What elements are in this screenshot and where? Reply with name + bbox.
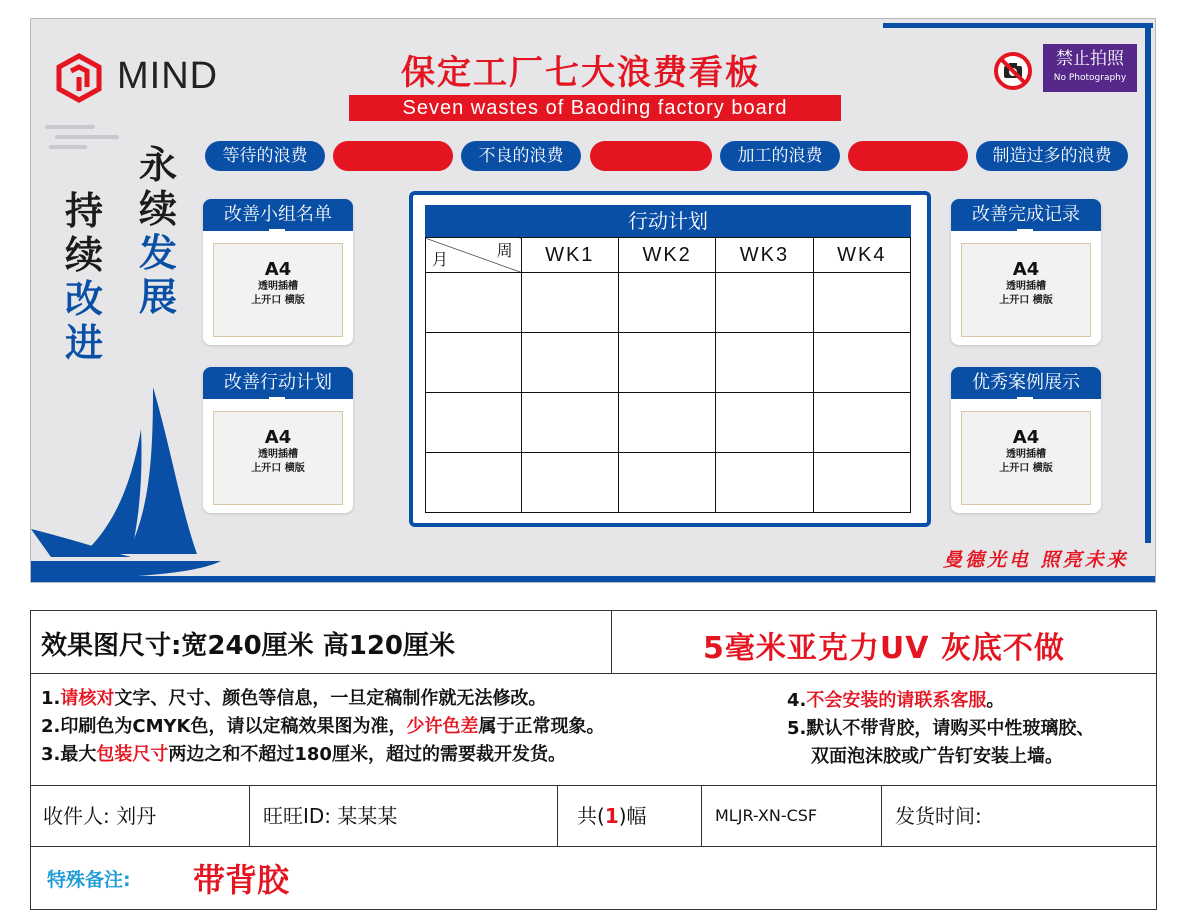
corner-week-label: 周 — [496, 243, 515, 260]
board-title-en: Seven wastes of Baoding factory board — [349, 95, 841, 121]
week-header: WK4 — [813, 238, 910, 273]
card-team-list — [203, 199, 353, 345]
slogan-char: 续 — [64, 232, 103, 277]
table-cell — [813, 273, 910, 333]
card-header: 改善完成记录 — [951, 199, 1101, 231]
note-1 — [41, 685, 604, 713]
remark-label: 特殊备注: — [47, 869, 131, 891]
divider — [557, 786, 558, 846]
card-header: 优秀案例展示 — [951, 367, 1101, 399]
a4-sub1: 透明插槽 — [258, 281, 298, 292]
material-text: 5毫米亚克力UV 灰底不做 — [703, 631, 1065, 666]
note-highlight: 不会安装的请联系客服 — [806, 690, 987, 711]
slogan-char: 展 — [138, 274, 177, 319]
board-frame-right — [1145, 23, 1151, 543]
no-photography-label — [1043, 44, 1137, 92]
no-photo-cn: 禁止拍照 — [1056, 49, 1124, 69]
table-cell — [618, 333, 715, 393]
wangwang-id: 旺旺ID: 某某某 — [263, 804, 398, 828]
action-plan-table — [425, 237, 911, 513]
corner-month-label: 月 — [432, 252, 451, 269]
sailboat-decoration — [31, 379, 231, 583]
table-row — [426, 333, 911, 393]
waste-pill-overproduction: 制造过多的浪费 — [976, 141, 1128, 171]
card-excellent-cases — [951, 367, 1101, 513]
notes-left — [41, 685, 604, 769]
week-header: WK3 — [716, 238, 813, 273]
a4-slot — [961, 411, 1091, 505]
table-cell — [716, 453, 813, 513]
table-cell — [426, 333, 522, 393]
table-cell — [813, 393, 910, 453]
waste-pill-transport: 搬运的浪费 — [333, 141, 453, 171]
slogan-char: 进 — [64, 320, 103, 365]
note-text: 。 — [986, 690, 1005, 711]
board-frame-top — [883, 23, 1153, 28]
note-text: 2.印刷色为CMYK色，请以定稿效果图为准， — [41, 716, 407, 737]
a4-sub2: 上开口 横版 — [251, 295, 305, 306]
size-text: 效果图尺寸:宽240厘米 高120厘米 — [41, 631, 455, 661]
table-row — [426, 273, 911, 333]
no-camera-icon — [993, 51, 1033, 91]
board-artwork — [30, 18, 1156, 583]
count-number: 1 — [604, 804, 619, 828]
table-cell — [716, 273, 813, 333]
cloud-decoration — [45, 123, 125, 153]
table-cell — [716, 333, 813, 393]
note-5-cont: 双面泡沫胶或广告钉安装上墙。 — [811, 746, 1063, 767]
table-cell — [618, 393, 715, 453]
note-4 — [787, 687, 1094, 715]
slogan-char: 改 — [64, 276, 103, 321]
table-cell — [716, 393, 813, 453]
a4-slot — [213, 411, 343, 505]
slot-notch — [269, 397, 285, 407]
no-photo-en: No Photography — [1053, 73, 1127, 83]
table-cell — [426, 453, 522, 513]
action-plan-title: 行动计划 — [425, 205, 911, 237]
a4-sub2: 上开口 横版 — [999, 295, 1053, 306]
table-cell — [521, 333, 618, 393]
week-header: WK2 — [618, 238, 715, 273]
waste-pill-inventory: 库存的浪费 — [848, 141, 968, 171]
shipping-info-row — [31, 785, 1156, 847]
table-row — [426, 453, 911, 513]
table-cell — [521, 273, 618, 333]
a4-sub1: 透明插槽 — [1006, 281, 1046, 292]
waste-pill-defect: 不良的浪费 — [461, 141, 581, 171]
note-text: 两边之和不超过180厘米，超过的需要裁开发货。 — [168, 744, 566, 765]
note-5: 5.默认不带背胶，请购买中性玻璃胶、 — [787, 718, 1095, 739]
board-title-cn: 保定工厂七大浪费看板 — [401, 53, 761, 93]
note-highlight: 少许色差 — [406, 716, 479, 737]
a4-sub1: 透明插槽 — [258, 449, 298, 460]
a4-sub1: 透明插槽 — [1006, 449, 1046, 460]
a4-label: A4 — [1012, 427, 1040, 448]
divider — [611, 611, 612, 673]
notes-right — [787, 687, 1094, 771]
ship-time: 发货时间: — [895, 804, 982, 828]
a4-sub2: 上开口 横版 — [251, 463, 305, 474]
note-text: 文字、尺寸、颜色等信息，一旦定稿制作就无法修改。 — [114, 688, 547, 709]
a4-slot — [961, 243, 1091, 337]
waste-pill-motion: 动作的浪费 — [590, 141, 712, 171]
count-suffix: )幅 — [618, 804, 647, 828]
note-3 — [41, 741, 604, 769]
slot-notch — [1017, 397, 1033, 407]
table-cell — [618, 273, 715, 333]
slogan-sustainable-development — [135, 143, 181, 319]
slogan-char: 永 — [138, 142, 177, 187]
note-highlight: 请核对 — [60, 688, 115, 709]
note-highlight: 包装尺寸 — [96, 744, 169, 765]
table-cell — [521, 453, 618, 513]
piece-count — [577, 786, 647, 846]
card-header: 改善小组名单 — [203, 199, 353, 231]
table-cell — [618, 453, 715, 513]
remark-row — [31, 847, 1156, 909]
note-text: 属于正常现象。 — [478, 716, 605, 737]
divider — [881, 786, 882, 846]
brand-name: MIND — [117, 55, 219, 97]
card-action-plan — [203, 367, 353, 513]
spec-header-row — [31, 611, 1156, 674]
card-header: 改善行动计划 — [203, 367, 353, 399]
a4-label: A4 — [264, 427, 292, 448]
order-spec-table — [30, 610, 1157, 910]
divider — [701, 786, 702, 846]
count-prefix: 共( — [577, 804, 605, 828]
slogan-char: 续 — [138, 186, 177, 231]
waste-pill-processing: 加工的浪费 — [720, 141, 840, 171]
table-cell — [813, 333, 910, 393]
corner-cell — [426, 238, 522, 273]
a4-sub2: 上开口 横版 — [999, 463, 1053, 474]
table-cell — [813, 453, 910, 513]
a4-label: A4 — [264, 259, 292, 280]
note-text: 4. — [787, 690, 807, 711]
mind-logo-icon — [55, 53, 103, 103]
action-plan-panel — [409, 191, 931, 527]
footer-slogan: 曼德光电 照亮未来 — [943, 549, 1129, 571]
table-cell — [426, 393, 522, 453]
note-text: 1. — [41, 688, 61, 709]
recipient: 收件人: 刘丹 — [43, 804, 157, 828]
a4-slot — [213, 243, 343, 337]
slot-notch — [1017, 229, 1033, 239]
week-header: WK1 — [521, 238, 618, 273]
table-row — [426, 393, 911, 453]
note-text: 3.最大 — [41, 744, 97, 765]
a4-label: A4 — [1012, 259, 1040, 280]
table-header-row — [426, 238, 911, 273]
slot-notch — [269, 229, 285, 239]
table-cell — [426, 273, 522, 333]
slogan-char: 发 — [138, 230, 177, 275]
slogan-char: 持 — [64, 188, 103, 233]
remark-value: 带背胶 — [193, 861, 290, 899]
slogan-continuous-improvement — [61, 189, 107, 365]
product-code: MLJR-XN-CSF — [715, 806, 818, 825]
card-completion-record — [951, 199, 1101, 345]
note-2 — [41, 713, 604, 741]
table-cell — [521, 393, 618, 453]
divider — [249, 786, 250, 846]
waste-pill-waiting: 等待的浪费 — [205, 141, 325, 171]
